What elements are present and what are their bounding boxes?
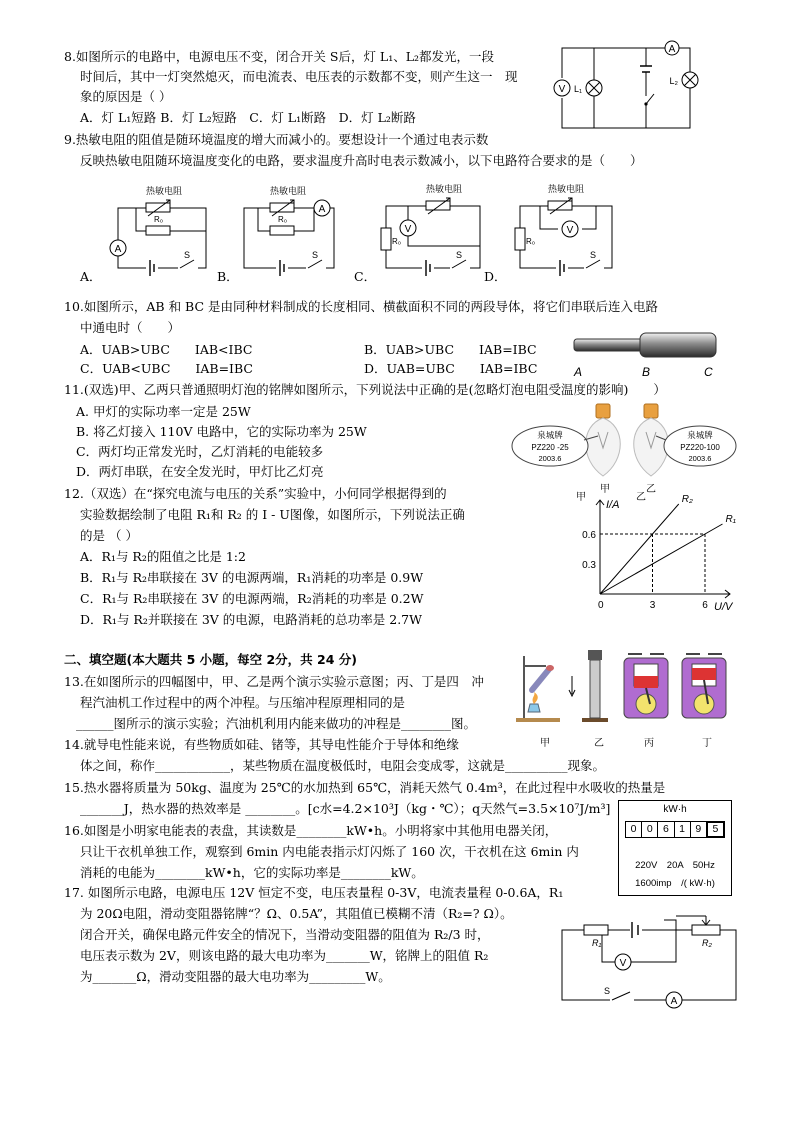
svg-text:热敏电阻: 热敏电阻 (426, 184, 463, 194)
svg-text:V: V (404, 224, 412, 235)
q11-option-d: D．两灯串联，在安全发光时，甲灯比乙灯亮 (76, 464, 324, 479)
q13-line1: 13.在如图所示的四幅图中，甲、乙是两个演示实验示意图；丙、丁是四 冲 (64, 674, 484, 689)
q16-line1: 16.如图是小明家电能表的表盘，其读数是________kW•h。小明将家中其他用电器关闭， (64, 823, 558, 838)
lamp-l1-label: L₁ (573, 84, 582, 94)
section-2-title: 二、填空题(本大题共 5 小题，每空 2分，共 24 分) (64, 652, 357, 667)
svg-text:R₀: R₀ (526, 237, 536, 246)
q13-line2: 程汽油机工作过程中的两个冲程。与压缩冲程原理相同的是 (80, 695, 406, 710)
x-axis-label: U/V (714, 601, 733, 613)
q12-line2: 实验数据绘制了电阻 R₁和 R₂ 的 I - U图像，如图所示，下列说法正确 (80, 507, 465, 522)
energy-meter-display (625, 821, 725, 838)
q8-line3: 象的原因是（ ） (80, 89, 172, 104)
svg-text:R₂: R₂ (702, 938, 712, 948)
q10-conductor-figure (566, 328, 726, 380)
chart-series-label-jia: 甲 (576, 492, 586, 503)
origin-label: 0 (598, 600, 604, 611)
q16-line3: 消耗的电能为________kW•h，它的实际功率是________kW。 (80, 865, 424, 880)
q10-line1: 10.如图所示，AB 和 BC 是由同种材料制成的长度相同、横截面积不同的两段导体，将它们串联后连入电路 (64, 299, 658, 314)
q13-label-bing: 丙 (644, 738, 654, 749)
q10-option-b: B．UAB>UBC IAB=IBC (364, 342, 537, 357)
svg-text:泉城牌: 泉城牌 (537, 430, 563, 440)
q10-option-a: A．UAB>UBC IAB<IBC (80, 342, 253, 357)
svg-text:热敏电阻: 热敏电阻 (270, 186, 307, 196)
q15-line2: _______J，热水器的热效率是 ________。[c水=4.2×10³J（kg・℃）；q天然气=3.5×10⁷J/m³] (80, 801, 611, 816)
x-tick-label: 6 (702, 600, 708, 611)
svg-text:V: V (619, 958, 627, 969)
lamp-l2-label: L₂ (669, 76, 678, 86)
q17-circuit-diagram (556, 914, 742, 1012)
q9-line2: 反映热敏电阻随环境温度变化的电路，要求温度升高时电表示数减小，以下电路符合要求的是（ ） (80, 153, 643, 168)
q8-circuit-diagram (550, 36, 710, 131)
series-label: R₁ (725, 514, 736, 525)
q9-option-d: D． (484, 269, 507, 284)
q13-experiment-figure (510, 646, 734, 738)
q9-option-a: A． (80, 269, 102, 284)
meter-digit: 9 (691, 822, 707, 837)
voltmeter-label: V (558, 84, 566, 95)
svg-text:热敏电阻: 热敏电阻 (548, 184, 585, 194)
q17-line4: 电压表示数为 2V，则该电路的最大电功率为_______W，铭牌上的阻值 R₂ (80, 948, 489, 963)
energy-meter-imp: 1600imp /( kW·h) (635, 878, 715, 889)
q17-line5: 为_______Ω，滑动变阻器的最大电功率为_________W。 (80, 969, 391, 984)
q10-line2: 中通电时（ ） (80, 320, 181, 335)
svg-text:2003.6: 2003.6 (538, 454, 562, 463)
q13-label-yi: 乙 (594, 738, 604, 749)
q10-option-d: D．UAB=UBC IAB=IBC (364, 361, 538, 376)
svg-text:PZ220 -25: PZ220 -25 (531, 443, 569, 452)
q8-options: A．灯 L₁短路 B．灯 L₂短路 C．灯 L₁断路 D．灯 L₂断路 (80, 110, 416, 125)
q12-line3: 的是 （ ） (80, 528, 138, 543)
q13-label-jia: 甲 (540, 738, 550, 749)
q12-option-b: B．R₁与 R₂串联接在 3V 的电源两端，R₁消耗的功率是 0.9W (80, 570, 424, 585)
svg-text:A: A (670, 996, 678, 1007)
svg-text:2003.6: 2003.6 (688, 454, 712, 463)
q9-circuit-d (512, 184, 624, 278)
chart-series-label-yi: 乙 (636, 492, 646, 503)
q14-line1: 14.就导电性能来说，有些物质如硅、锗等，其导电性能介于导体和绝缘 (64, 737, 459, 752)
svg-text:A: A (114, 244, 122, 255)
q9-circuit-a (106, 186, 216, 278)
svg-text:泉城牌: 泉城牌 (687, 430, 713, 440)
meter-digit: 1 (675, 822, 691, 837)
energy-meter-unit: kW·h (663, 804, 687, 815)
svg-text:S: S (604, 986, 611, 996)
svg-text:PZ220-100: PZ220-100 (680, 443, 720, 452)
svg-text:R₁: R₁ (592, 938, 602, 948)
q12-iu-chart (570, 494, 740, 614)
svg-text:B: B (642, 365, 651, 379)
svg-text:R₀: R₀ (278, 215, 288, 224)
q8-line2: 时间后，其中一灯突然熄灭，而电流表、电压表的示数都不变，则产生这一 现 (80, 69, 518, 84)
q11-bulb-jia-label: 甲 (600, 484, 610, 495)
series-label: R₂ (681, 494, 693, 505)
energy-meter-panel (618, 800, 732, 896)
q11-option-b: B. 将乙灯接入 110V 电路中，它的实际功率为 25W (76, 424, 367, 439)
y-tick-label: 0.6 (582, 530, 596, 541)
svg-text:S: S (184, 250, 191, 260)
q15-line1: 15.热水器将质量为 50kg、温度为 25℃的水加热到 65℃，消耗天然气 0.4m³，在此过程中水吸收的热量是 (64, 780, 666, 795)
q16-line2: 只让干衣机单独工作，观察到 6min 内电能表指示灯闪烁了 160 次，干衣机在这 6min 内 (80, 844, 579, 859)
q17-line3: 闭合开关，确保电路元件安全的情况下，当滑动变阻器的阻值为 R₂/3 时， (80, 927, 490, 942)
svg-text:R₀: R₀ (392, 237, 402, 246)
svg-text:R₀: R₀ (154, 215, 164, 224)
q13-label-ding: 丁 (702, 738, 712, 749)
meter-digit: 6 (658, 822, 674, 837)
q12-option-d: D．R₁与 R₂并联接在 3V 的电源，电路消耗的总功率是 2.7W (80, 612, 422, 627)
q11-bulb-figure (510, 402, 738, 482)
q12-option-a: A．R₁与 R₂的阻值之比是 1:2 (80, 549, 246, 564)
svg-text:A: A (574, 365, 583, 379)
q11-bulb-yi-label: 乙 (646, 484, 656, 495)
q17-line1: 17. 如图所示电路，电源电压 12V 恒定不变，电压表量程 0-3V，电流表量程 0-0.6A，R₁ (64, 885, 564, 900)
q8-line1: 8.如图所示的电路中，电源电压不变，闭合开关 S后，灯 L₁、L₂都发光，一段 (64, 49, 495, 64)
y-axis-label: I/A (606, 499, 620, 511)
q14-line2: 体之间，称作____________，某些物质在温度极低时，电阻会变成零，这就是__________现象。 (80, 758, 606, 773)
q9-option-b: B． (217, 269, 239, 284)
svg-text:热敏电阻: 热敏电阻 (146, 186, 183, 196)
q11-line1: 11.(双选)甲、乙两只普通照明灯泡的铭牌如图所示，下列说法中正确的是(忽略灯泡电阻受温度的影响) ） (64, 382, 666, 397)
ammeter-label: A (668, 44, 676, 55)
svg-text:S: S (456, 250, 463, 260)
y-tick-label: 0.3 (582, 560, 596, 571)
svg-text:V: V (566, 225, 574, 236)
q9-option-c: C． (354, 269, 377, 284)
svg-text:S: S (312, 250, 319, 260)
q11-option-a: A. 甲灯的实际功率一定是 25W (76, 404, 251, 419)
q9-circuit-b (234, 186, 344, 278)
series-line (600, 504, 679, 594)
q12-option-c: C．R₁与 R₂串联接在 3V 的电源两端，R₂消耗的功率是 0.2W (80, 591, 424, 606)
svg-text:A: A (318, 204, 326, 215)
q10-option-c: C．UAB<UBC IAB=IBC (80, 361, 253, 376)
q11-option-c: C．两灯均正常发光时，乙灯消耗的电能较多 (76, 444, 324, 459)
svg-text:S: S (590, 250, 597, 260)
meter-digit-decimal: 5 (707, 822, 724, 837)
q17-line2: 为 20Ω电阻，滑动变阻器铭牌“？Ω、0.5A”，其阻值已模糊不清（R₂=? Ω）。 (80, 906, 513, 921)
meter-digit: 0 (626, 822, 642, 837)
q13-line3: ______图所示的演示实验；汽油机利用内能来做功的冲程是________图。 (76, 716, 477, 731)
energy-meter-spec: 220V 20A 50Hz (635, 860, 715, 871)
q9-line1: 9.热敏电阻的阻值是随环境温度的增大而减小的。要想设计一个通过电表示数 (64, 132, 489, 147)
svg-text:C: C (704, 365, 713, 379)
meter-digit: 0 (642, 822, 658, 837)
x-tick-label: 3 (649, 600, 656, 611)
q12-line1: 12.（双选）在“探究电流与电压的关系”实验中，小何同学根据得到的 (64, 486, 447, 501)
q9-circuit-c (378, 184, 490, 278)
